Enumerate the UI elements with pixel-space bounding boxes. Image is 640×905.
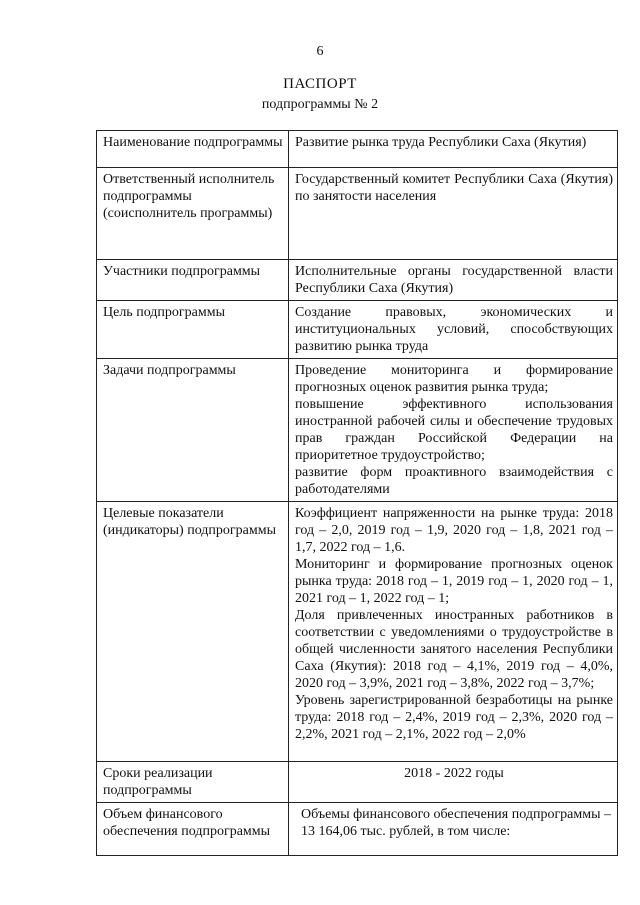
task-item: повышение эффективного использования иностранной рабочей силы и обеспечение трудовых прав граждан Российской Федерации на приоритетное трудоустройство; — [295, 397, 613, 463]
table-row-tasks — [97, 359, 618, 502]
row-value: Объемы финансового обеспечения подпрограммы – 13 164,06 тыс. рублей, в том числе: — [289, 803, 618, 856]
table-row-goal — [97, 301, 618, 359]
row-value: Государственный комитет Республики Саха (Якутия) по занятости населения — [289, 168, 618, 260]
table-row-financing — [97, 803, 618, 856]
table-row-name — [97, 131, 618, 168]
row-label: Задачи подпрограммы — [97, 359, 289, 502]
document-subtitle: подпрограммы № 2 — [261, 97, 379, 112]
passport-table — [96, 130, 618, 856]
row-value: Развитие рынка труда Республики Саха (Якутия) — [289, 131, 618, 168]
row-value-list — [289, 502, 618, 762]
page-number: 6 — [316, 44, 324, 59]
row-label: Наименование подпрограммы — [97, 131, 289, 168]
row-label: Цель подпрограммы — [97, 301, 289, 359]
document-title: ПАСПОРТ — [283, 76, 357, 92]
row-label: Сроки реализации подпрограммы — [97, 762, 289, 803]
indicator-item: Доля привлеченных иностранных работников в соответствии с уведомлениями о трудоустройстве в общей численности занятого населения Республики Саха (Якутия): 2018 год – 4,1%, 2019 год – 4,0%, 2020 год – 3,9%, 2021 год – 3,8%, 2022 год – 3,7%; — [295, 608, 613, 691]
task-item: Проведение мониторинга и формирование прогнозных оценок развития рынка труда; — [295, 363, 613, 395]
task-item: развитие форм проактивного взаимодействия с работодателями — [295, 465, 613, 497]
indicator-item: Уровень зарегистрированной безработицы на рынке труда: 2018 год – 2,4%, 2019 год – 2,3%, 2020 год – 2,2%, 2021 год – 2,1%, 2022 год – 2,0% — [295, 693, 613, 742]
table-row-participants — [97, 260, 618, 301]
table-row-terms — [97, 762, 618, 803]
row-label: Ответственный исполнитель подпрограммы (соисполнитель программы) — [97, 168, 289, 260]
row-label: Участники подпрограммы — [97, 260, 289, 301]
indicator-item: Мониторинг и формирование прогнозных оценок рынка труда: 2018 год – 1, 2019 год – 1, 2020 год – 1, 2021 год – 1, 2022 год – 1; — [295, 557, 613, 606]
row-value: Исполнительные органы государственной власти Республики Саха (Якутия) — [289, 260, 618, 301]
row-label: Целевые показатели (индикаторы) подпрограммы — [97, 502, 289, 762]
row-label: Объем финансового обеспечения подпрограммы — [97, 803, 289, 856]
row-value: Создание правовых, экономических и институциональных условий, способствующих развитию рынка труда — [289, 301, 618, 359]
row-value-list — [289, 359, 618, 502]
table-row-responsible — [97, 168, 618, 260]
row-value: 2018 - 2022 годы — [289, 762, 618, 803]
table-row-indicators — [97, 502, 618, 762]
indicator-item: Коэффициент напряженности на рынке труда: 2018 год – 2,0, 2019 год – 1,9, 2020 год – 1,8, 2021 год – 1,7, 2022 год – 1,6. — [295, 506, 613, 555]
